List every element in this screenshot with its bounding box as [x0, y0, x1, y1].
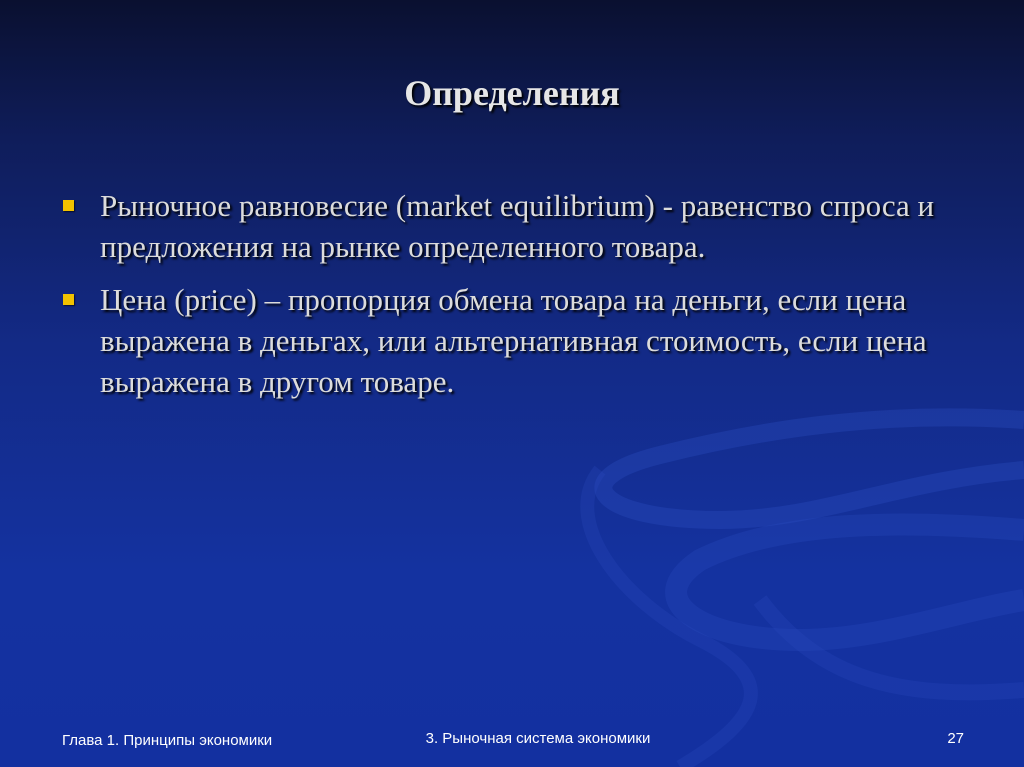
bullet-list [60, 185, 980, 414]
bullet-item-price [60, 279, 980, 402]
square-bullet-icon [63, 294, 74, 305]
bullet-item-market-equilibrium [60, 185, 980, 267]
square-bullet-icon [63, 200, 74, 211]
footer-page-number: 27 [947, 730, 964, 747]
footer-section: 3. Рыночная система экономики [425, 730, 651, 747]
footer-chapter: Глава 1. Принципы экономики [62, 732, 273, 749]
bullet-text: Цена (price) – пропорция обмена товара на деньги, если цена выражена в деньгах, или альтернативная стоимость, если цена выражена в другом товаре. [100, 282, 927, 399]
bullet-text: Рыночное равновесие (market equilibrium) - равенство спроса и предложения на рынке определенного товара. [100, 188, 935, 264]
slide-title: Определения [404, 73, 620, 113]
